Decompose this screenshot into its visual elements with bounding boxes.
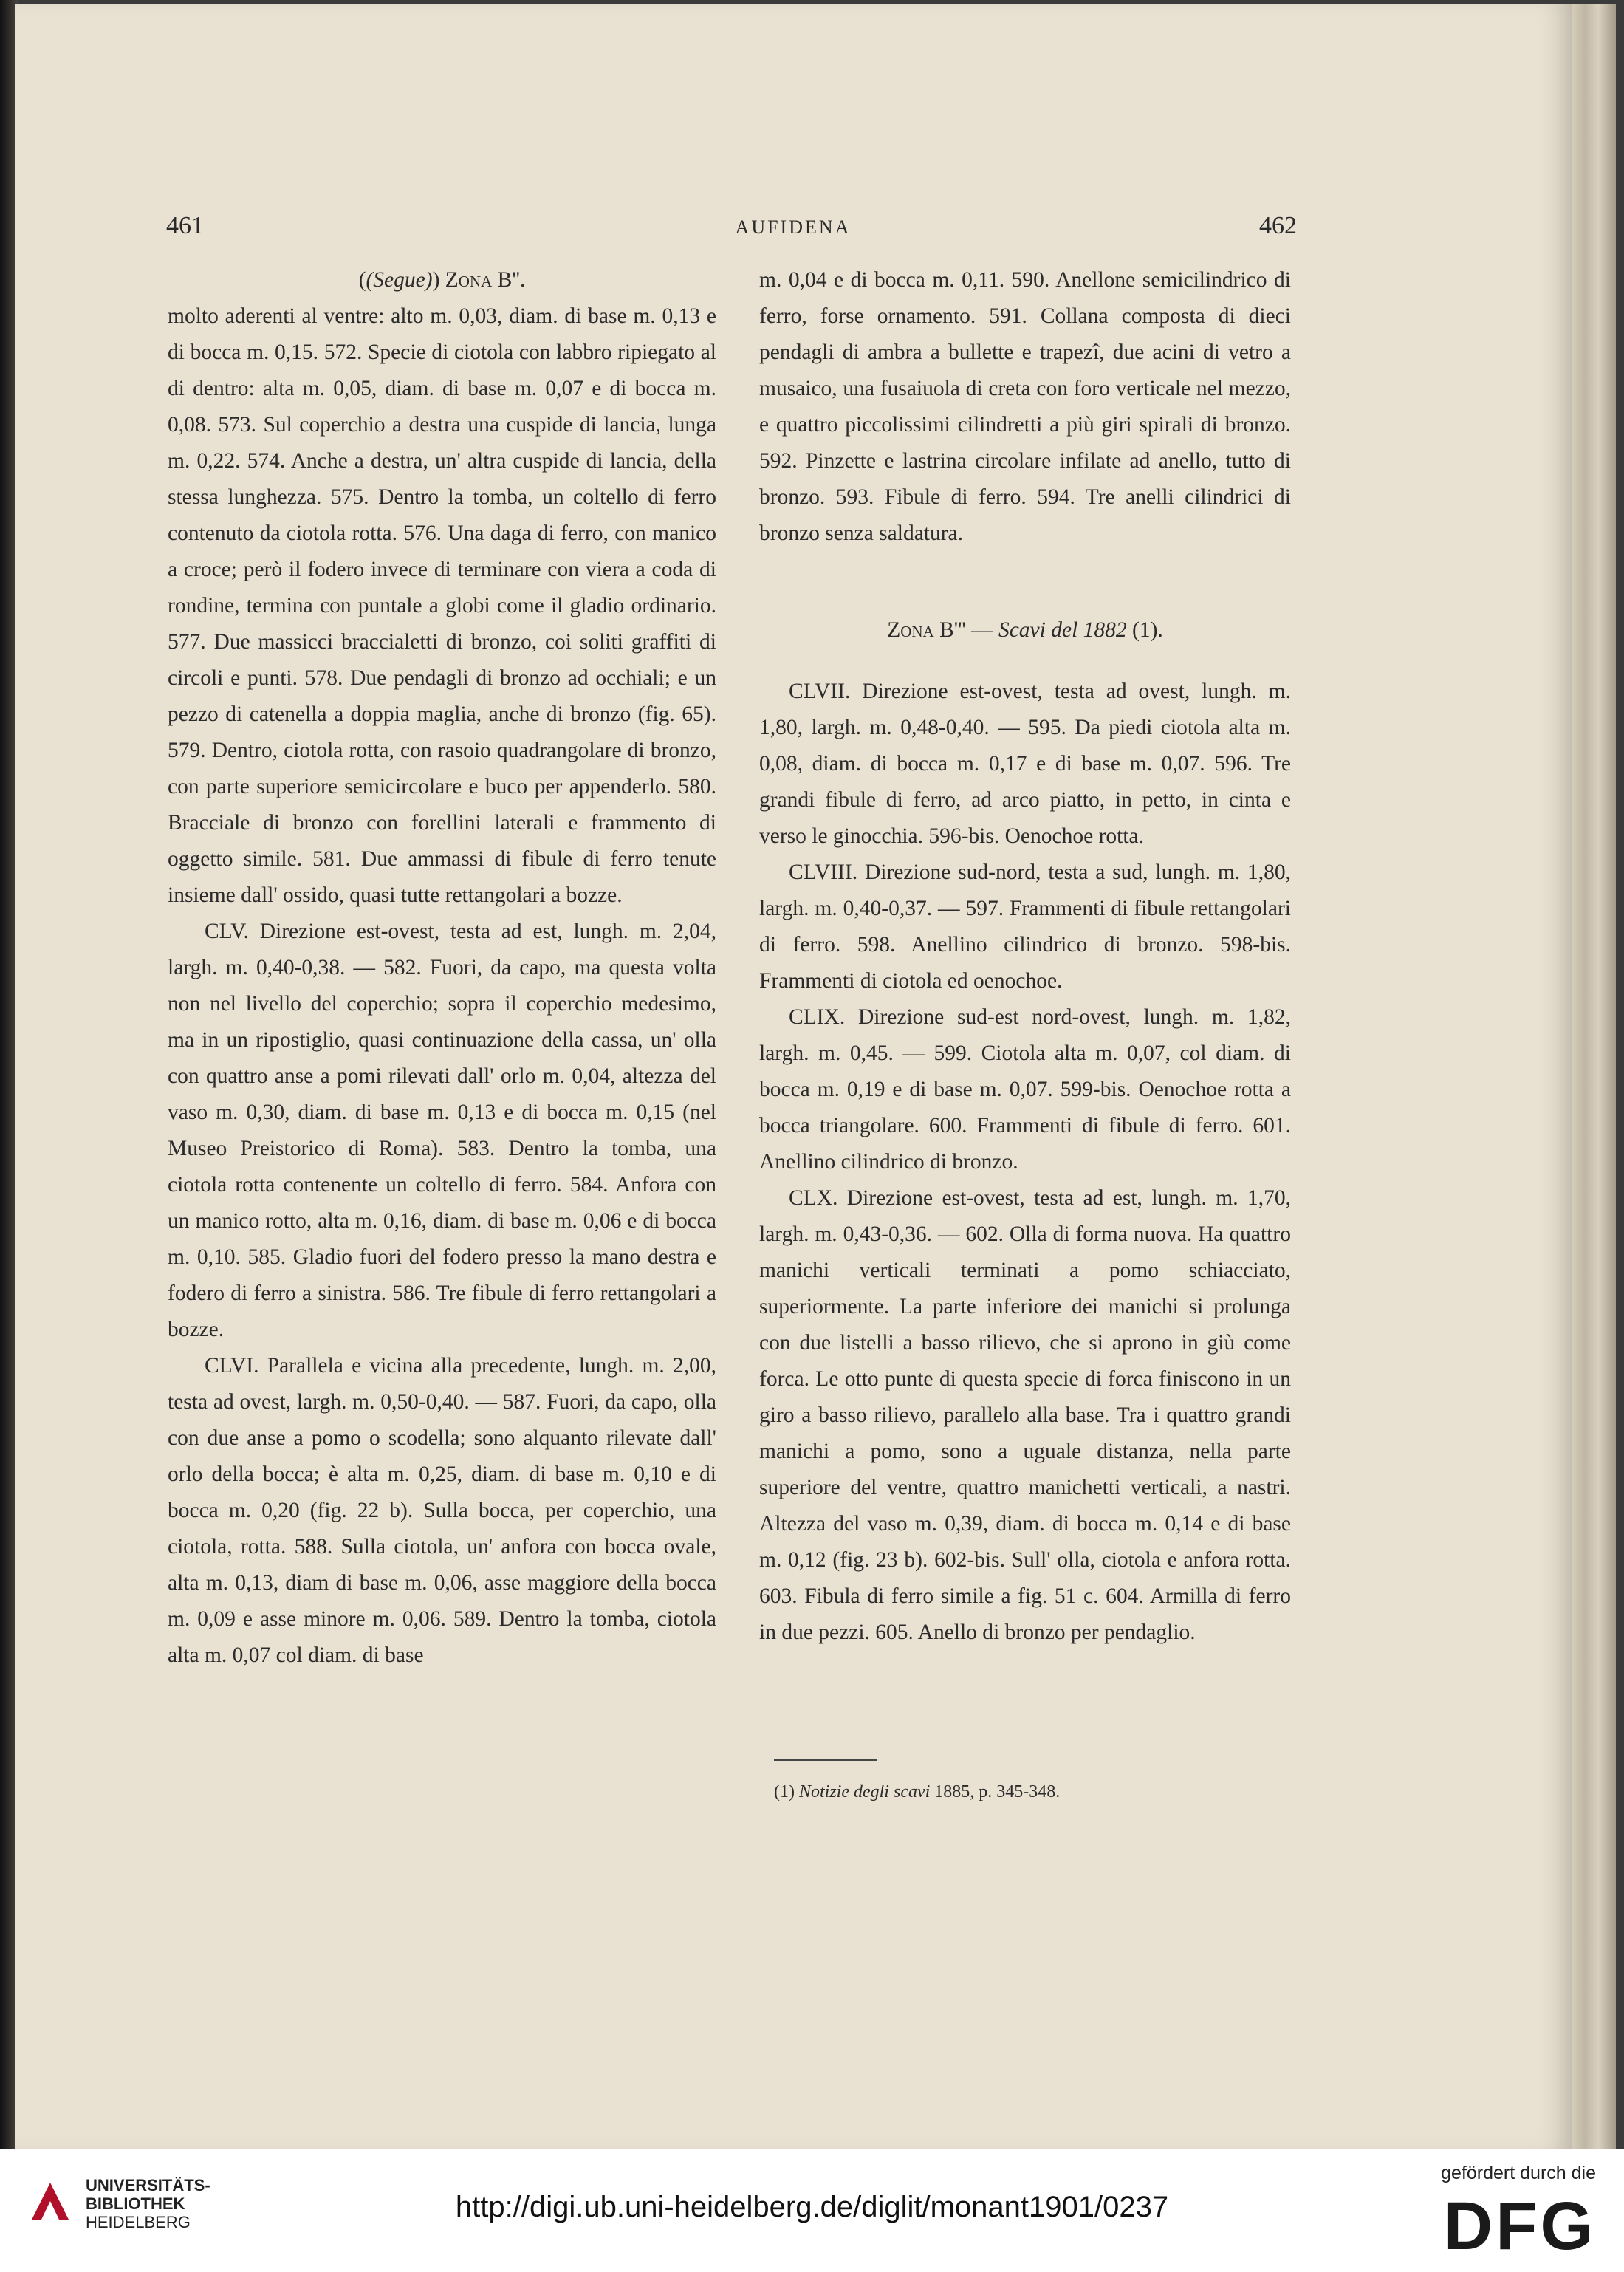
permalink-url[interactable]: http://digi.ub.uni-heidelberg.de/diglit/monant1901/0237 bbox=[455, 2191, 1169, 2223]
paragraph-clix: CLIX. Direzione sud-est nord-ovest, lungh. m. 1,82, largh. m. 0,45. — 599. Ciotola alta m. 0,07, col diam. di bocca m. 0,19 e di base m. 0,07. 599-bis. Oenochoe rotta a bocca triangolare. 600. Frammenti di fibule di ferro. 601. Anellino cilindrico di bronzo. bbox=[759, 1005, 1291, 1174]
footnote-ref-text: 1885, p. 345-348. bbox=[934, 1782, 1061, 1801]
zona-label: Zona bbox=[445, 268, 493, 292]
library-city: HEIDELBERG bbox=[86, 2213, 191, 2231]
paragraph-clx: CLX. Direzione est-ovest, testa ad est, lungh. m. 1,70, largh. m. 0,43-0,36. — 602. Olla di forma nuova. Ha quattro manichi verticali terminati a pomo schiacciato, superiormente. La parte inferiore dei manichi si prolunga con due listelli a basso rilievo, che si aprono in giù come forca. Le otto punte di questa specie di forca finiscono in un giro a basso rilievo, parallelo alla base. Tra i quattro grandi manichi a pomo, sono a uguale distanza, nella parte superiore del ventre, quattro manichetti verticali, a nastri. Altezza del vaso m. 0,39, diam. di bocca m. 0,14 e di base m. 0,12 (fig. 23 b). 602-bis. Sull' olla, ciotola e anfora rotta. 603. Fibula di ferro simile a fig. 51 c. 604. Armilla di ferro in due pezzi. 605. Anello di bronzo per pendaglio. bbox=[759, 1186, 1291, 1644]
dfg-logo: DFG bbox=[1443, 2189, 1596, 2264]
digitization-footer bbox=[0, 2149, 1624, 2272]
paragraph-clvii: CLVII. Direzione est-ovest, testa ad ovest, lungh. m. 1,80, largh. m. 0,48-0,40. — 595. Da piedi ciotola alta m. 0,08, diam. di bocca m. 0,17 e di base m. 0,07. 596. Tre grandi fibule di ferro, ad arco piatto, in petto, in cinta e verso le ginocchia. 596-bis. Oenochoe rotta. bbox=[759, 680, 1291, 848]
heading-dash: — bbox=[971, 618, 993, 642]
paragraph-clviii: CLVIII. Direzione sud-nord, testa a sud, lungh. m. 1,80, largh. m. 0,40-0,37. — 597. Frammenti di fibule rettangolari di ferro. 598. Anellino cilindrico di bronzo. 598-bis. Frammenti di ciotola ed oenochoe. bbox=[759, 860, 1291, 993]
footnote-source: Notizie degli scavi bbox=[798, 1782, 931, 1801]
running-title: AUFIDENA bbox=[735, 216, 852, 238]
footnote-marker: (1) bbox=[774, 1782, 795, 1801]
section-heading bbox=[759, 612, 1291, 649]
scavi-label: Scavi del 1882 bbox=[998, 618, 1127, 642]
zona-b-label: B''' bbox=[939, 618, 966, 642]
funded-by-label: gefördert durch die bbox=[1441, 2163, 1596, 2183]
zone-heading: ((Segue)) Zona B''. bbox=[358, 268, 526, 292]
paragraph-clv: CLV. Direzione est-ovest, testa ad est, lungh. m. 2,04, largh. m. 0,40-0,38. — 582. Fuori, da capo, ma questa volta non nel livello del coperchio; sopra il coperchio medesimo, ma in un ripostiglio, quasi continuazione della cassa, un' olla con quattro anse a pomi rilevati dall' orlo m. 0,04, altezza del vaso m. 0,30, diam. di base m. 0,13 e di bocca m. 0,15 (nel Museo Preistorico di Roma). 583. Dentro la tomba, una ciotola rotta contenente un coltello di ferro. 584. Anfora con un manico rotto, alta m. 0,16, diam. di base m. 0,06 e di bocca m. 0,10. 585. Gladio fuori del fodero presso la mano destra e fodero di ferro a sinistra. 586. Tre fibule di ferro rettangolari a bozze. bbox=[168, 920, 716, 1341]
page-number-left: 461 bbox=[166, 212, 204, 239]
paragraph-clvi: CLVI. Parallela e vicina alla precedente, lungh. m. 2,00, testa ad ovest, largh. m. 0,50-0,40. — 587. Fuori, da capo, olla con due anse a pomo o scodella; sono alquanto rilevate dall' orlo della bocca; è alta m. 0,25, diam. di base m. 0,10 e di bocca m. 0,20 (fig. 22 b). Sulla bocca, per coperchio, una ciotola, rotta. 588. Sulla ciotola, un' anfora con bocca ovale, alta m. 0,13, diam di base m. 0,06, asse maggiore della bocca m. 0,09 e asse minore m. 0,06. 589. Dentro la tomba, ciotola alta m. 0,07 col diam. di base bbox=[168, 1354, 716, 1667]
footnote-rule bbox=[774, 1759, 877, 1761]
footnote bbox=[774, 1782, 1060, 1802]
footnote-ref: (1). bbox=[1132, 618, 1163, 642]
zona-b-label: B''. bbox=[497, 268, 526, 292]
left-column bbox=[168, 262, 716, 1674]
page-edge bbox=[1572, 4, 1616, 2149]
library-line-1: UNIVERSITÄTS- bbox=[86, 2176, 210, 2194]
right-column bbox=[759, 262, 1291, 1651]
zona-label: Zona bbox=[887, 618, 934, 642]
page-number-right: 462 bbox=[1259, 212, 1297, 239]
segue-label: (Segue) bbox=[366, 268, 433, 292]
paragraph: molto aderenti al ventre: alto m. 0,03, diam. di base m. 0,13 e di bocca m. 0,15. 572. Specie di ciotola con labbro ripiegato al di dentro: alta m. 0,05, diam. di base m. 0,07 e di bocca m. 0,08. 573. Sul coperchio a destra una cuspide di lancia, lunga m. 0,22. 574. Anche a destra, un' altra cuspide di lancia, della stessa lunghezza. 575. Dentro la tomba, un coltello di ferro contenuto da ciotola rotta. 576. Una daga di ferro, con manico a croce; però il fodero invece di terminare con viera a coda di rondine, termina con puntale a globi come il gladio ordinario. 577. Due massicci braccialetti di bronzo, coi soliti graffiti di circoli e punti. 578. Due pendagli di bronzo ad occhiali; e un pezzo di catenella a doppia maglia, anche di bronzo (fig. 65). 579. Dentro, ciotola rotta, con rasoio quadrangolare di bronzo, con parte superiore semicircolare e buco per appenderlo. 580. Bracciale di bronzo con forellini laterali e frammento di oggetto simile. 581. Due ammassi di fibule di ferro tenute insieme dall' ossido, quasi tutte rettangolari a bozze. bbox=[168, 304, 716, 907]
book-page bbox=[15, 4, 1572, 2149]
library-line-2: BIBLIOTHEK bbox=[86, 2194, 185, 2213]
paragraph: m. 0,04 e di bocca m. 0,11. 590. Anellone semicilindrico di ferro, forse ornamento. 591. Collana composta di dieci pendagli di ambra a bullette e trapezî, due acini di vetro a musaico, una fusaiuola di creta con foro verticale nel mezzo, e quattro piccolissimi cilindretti a più giri spirali di bronzo. 592. Pinzette e lastrina circolare infilate ad anello, tutto di bronzo. 593. Fibule di ferro. 594. Tre anelli cilindrici di bronzo senza saldatura. bbox=[759, 268, 1291, 545]
